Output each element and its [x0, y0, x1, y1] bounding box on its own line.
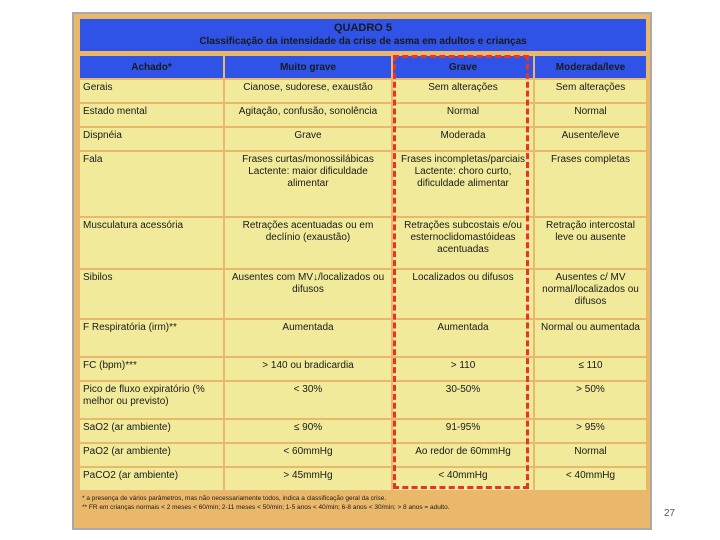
table-cell: Ao redor de 60mmHg	[391, 444, 533, 466]
table-cell: ≤ 90%	[223, 420, 391, 442]
row-label: Pico de fluxo expiratório (% melhor ou previsto)	[80, 382, 223, 418]
table-title-block	[80, 19, 646, 51]
table-cell: 30-50%	[391, 382, 533, 418]
table-cell: > 95%	[533, 420, 646, 442]
table-row	[80, 270, 646, 318]
table-cell: Normal	[533, 444, 646, 466]
footnote-2: ** FR em crianças normais < 2 meses < 60/min; 2-11 meses < 50/min; 1-5 anos < 40/min; 6-8 anos < 30/min; > 8 anos = adulto.	[82, 504, 450, 511]
table-cell: Sem alterações	[533, 80, 646, 102]
table-subtitle: Classificação da intensidade da crise de asma em adultos e crianças	[199, 36, 527, 47]
table-cell: Agitação, confusão, sonolência	[223, 104, 391, 126]
table-row	[80, 320, 646, 356]
row-label: Musculatura acessória	[80, 218, 223, 268]
footnotes	[82, 494, 642, 512]
table-cell: Retrações acentuadas ou em declínio (exaustão)	[223, 218, 391, 268]
table-title: QUADRO 5	[333, 22, 393, 34]
page-number: 27	[664, 508, 676, 519]
table-cell: Ausentes com MV↓/localizados ou difusos	[223, 270, 391, 318]
row-label: PaCO2 (ar ambiente)	[80, 468, 223, 490]
table-cell: Aumentada	[391, 320, 533, 356]
table-cell: < 30%	[223, 382, 391, 418]
table-cell: < 40mmHg	[391, 468, 533, 490]
table-cell: Retração intercostal leve ou ausente	[533, 218, 646, 268]
header-achado: Achado*	[80, 56, 223, 78]
table-cell: Frases incompletas/parciais Lactente: choro curto, dificuldade alimentar	[391, 152, 533, 216]
table-cell: Retrações subcostais e/ou esternoclidomastóideas acentuadas	[391, 218, 533, 268]
table-cell: Localizados ou difusos	[391, 270, 533, 318]
table-row	[80, 218, 646, 268]
table-cell: > 50%	[533, 382, 646, 418]
table-cell: < 40mmHg	[533, 468, 646, 490]
table-cell: Ausentes c/ MV normal/localizados ou difusos	[533, 270, 646, 318]
table-cell: < 60mmHg	[223, 444, 391, 466]
row-label: SaO2 (ar ambiente)	[80, 420, 223, 442]
table-cell: Cianose, sudorese, exaustão	[223, 80, 391, 102]
table-row	[80, 128, 646, 150]
table-cell: Ausente/leve	[533, 128, 646, 150]
table-cell: Sem alterações	[391, 80, 533, 102]
row-label: F Respiratória (irm)**	[80, 320, 223, 356]
table-cell: Frases completas	[533, 152, 646, 216]
header-moderada-leve: Moderada/leve	[533, 56, 646, 78]
table-cell: Grave	[223, 128, 391, 150]
table-row	[80, 358, 646, 380]
header-grave: Grave	[391, 56, 533, 78]
table-row	[80, 152, 646, 216]
row-label: Gerais	[80, 80, 223, 102]
row-label: FC (bpm)***	[80, 358, 223, 380]
table-row	[80, 104, 646, 126]
table-cell: > 45mmHg	[223, 468, 391, 490]
table-cell: Frases curtas/monossilábicas Lactente: maior dificuldade alimentar	[223, 152, 391, 216]
table-cell: Normal	[391, 104, 533, 126]
table-row	[80, 444, 646, 466]
table-cell: Aumentada	[223, 320, 391, 356]
table-cell: Normal ou aumentada	[533, 320, 646, 356]
header-muito-grave: Muito grave	[223, 56, 391, 78]
table-cell: Moderada	[391, 128, 533, 150]
severity-table	[80, 54, 646, 492]
table-row	[80, 420, 646, 442]
table-cell: > 110	[391, 358, 533, 380]
row-label: Fala	[80, 152, 223, 216]
table-row	[80, 468, 646, 490]
table-row	[80, 382, 646, 418]
row-label: Dispnéia	[80, 128, 223, 150]
table-cell: 91-95%	[391, 420, 533, 442]
table-cell: Normal	[533, 104, 646, 126]
table-cell: > 140 ou bradicardia	[223, 358, 391, 380]
table-cell: ≤ 110	[533, 358, 646, 380]
row-label: Sibilos	[80, 270, 223, 318]
header-row	[80, 56, 646, 78]
table-row	[80, 80, 646, 102]
row-label: PaO2 (ar ambiente)	[80, 444, 223, 466]
footnote-1: * a presença de vários parâmetros, mas não necessariamente todos, indica a classificação geral da crise.	[82, 495, 387, 502]
row-label: Estado mental	[80, 104, 223, 126]
